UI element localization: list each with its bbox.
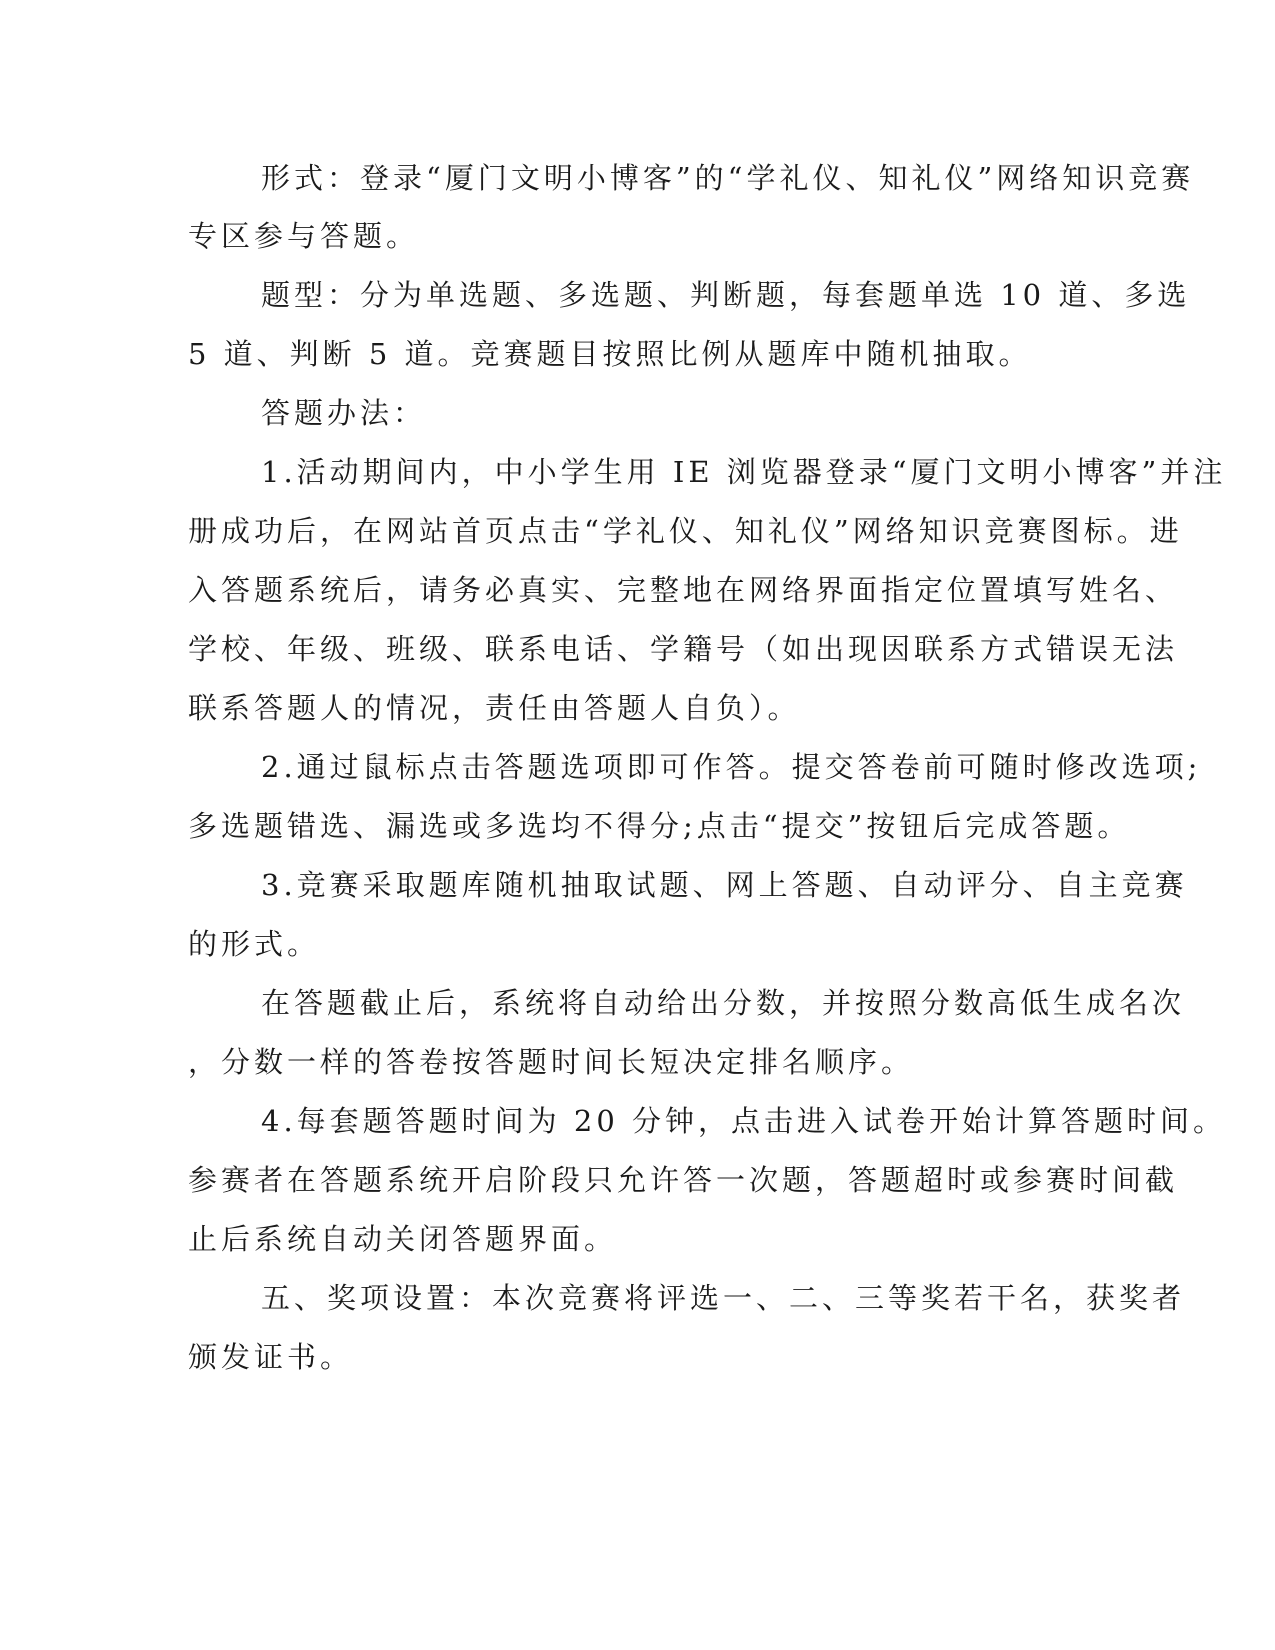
item-3-line-2: 的形式。 (188, 927, 321, 961)
item-1-line-4: 学校、年级、班级、联系电话、学籍号（如出现因联系方式错误无法 (188, 632, 1179, 666)
item-4-line-2: 参赛者在答题系统开启阶段只允许答一次题，答题超时或参赛时间截 (188, 1163, 1179, 1197)
item-1-line-1: 1.活动期间内，中小学生用 IE 浏览器登录“厦门文明小博客”并注 (261, 455, 1227, 489)
paragraph-format-line-1: 形式：登录“厦门文明小博客”的“学礼仪、知礼仪”网络知识竞赛 (261, 161, 1195, 195)
paragraph-question-type-line-2: 5 道、判断 5 道。竞赛题目按照比例从题库中随机抽取。 (188, 337, 1032, 371)
paragraph-format-line-2: 专区参与答题。 (188, 219, 420, 253)
item-3-line-1: 3.竞赛采取题库随机抽取试题、网上答题、自动评分、自主竞赛 (261, 868, 1188, 902)
item-2-line-2: 多选题错选、漏选或多选均不得分;点击“提交”按钮后完成答题。 (188, 809, 1131, 843)
paragraph-question-type-line-1: 题型：分为单选题、多选题、判断题，每套题单选 10 道、多选 (261, 278, 1191, 312)
awards-line-1: 五、奖项设置：本次竞赛将评选一、二、三等奖若干名，获奖者 (261, 1281, 1186, 1315)
ranking-line-1: 在答题截止后，系统将自动给出分数，并按照分数高低生成名次 (261, 986, 1186, 1020)
item-4-line-3: 止后系统自动关闭答题界面。 (188, 1222, 618, 1256)
item-1-line-5: 联系答题人的情况，责任由答题人自负）。 (188, 691, 801, 725)
awards-line-2: 颁发证书。 (188, 1340, 354, 1374)
item-2-line-1: 2.通过鼠标点击答题选项即可作答。提交答卷前可随时修改选项; (261, 750, 1202, 784)
ranking-line-2: ，分数一样的答卷按答题时间长短决定排名顺序。 (188, 1045, 915, 1079)
item-1-line-3: 入答题系统后，请务必真实、完整地在网络界面指定位置填写姓名、 (188, 573, 1179, 607)
heading-answer-method: 答题办法： (261, 396, 427, 430)
item-1-line-2: 册成功后，在网站首页点击“学礼仪、知礼仪”网络知识竞赛图标。进 (188, 514, 1183, 548)
item-4-line-1: 4.每套题答题时间为 20 分钟，点击进入试卷开始计算答题时间。 (261, 1104, 1227, 1138)
